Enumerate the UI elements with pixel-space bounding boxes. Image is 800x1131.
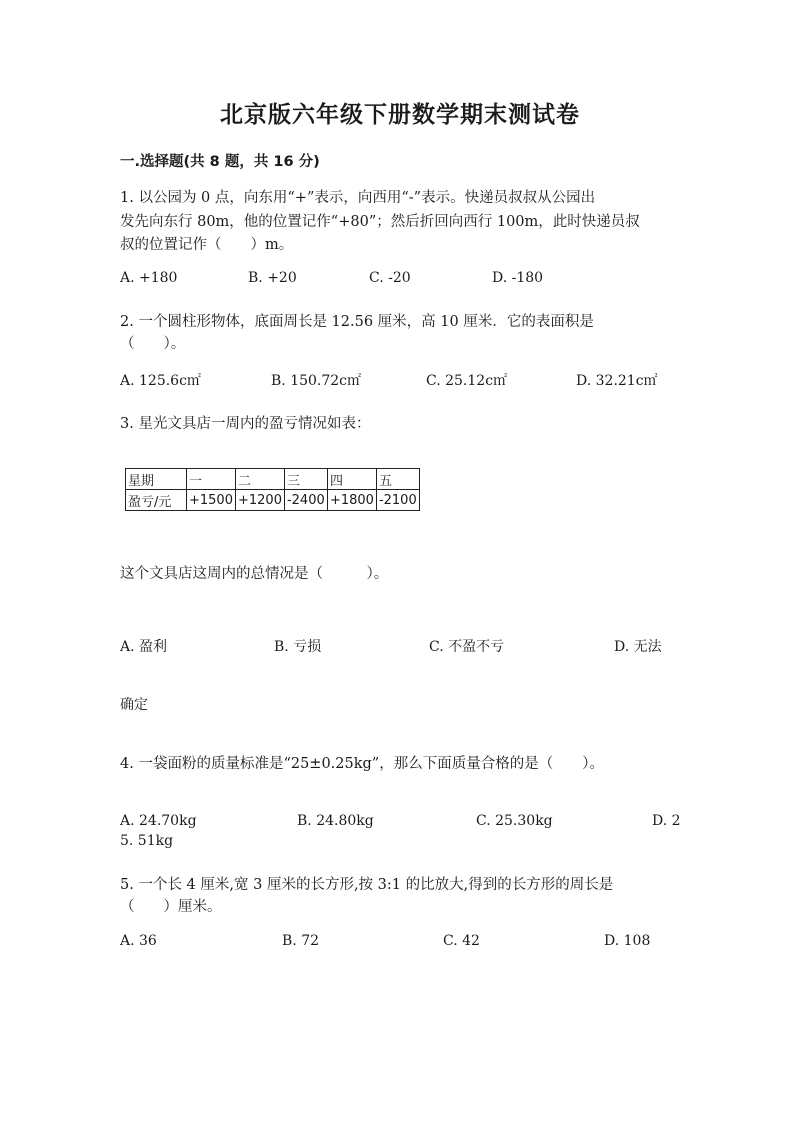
question-1-option-a: A. +180: [120, 270, 178, 286]
question-1-option-d: D. -180: [492, 270, 544, 286]
question-2-option-d: D. 32.21c㎡: [576, 373, 658, 389]
question-3-option-a: A. 盈利: [120, 639, 168, 655]
question-4-option-d: D. 2: [652, 813, 681, 829]
question-1-line-3: 叔的位置记作（ ）m。: [120, 237, 294, 253]
table-cell: 盈亏/元: [126, 490, 187, 511]
question-4-option-d-wrap: 5. 51kg: [120, 833, 174, 849]
question-1-line-2: 发先向东行 80m，他的位置记作“+80”；然后折回向西行 100m，此时快递员叔: [120, 214, 640, 230]
table-cell: 五: [376, 469, 419, 490]
table-cell: +1200: [235, 490, 284, 511]
table-cell: 一: [187, 469, 236, 490]
table-cell: -2400: [284, 490, 327, 511]
table-cell: +1800: [327, 490, 376, 511]
question-3-option-d: D. 无法: [614, 639, 662, 655]
question-3-question: 这个文具店这周内的总情况是（ ）。: [120, 566, 389, 582]
question-1-line-1: 1. 以公园为 0 点，向东用“+”表示，向西用“-”表示。快递员叔叔从公园出: [120, 190, 596, 206]
question-4-line: 4. 一袋面粉的质量标准是“25±0.25kg”，那么下面质量合格的是（ ）。: [120, 756, 604, 772]
question-5-option-a: A. 36: [120, 933, 157, 949]
table-header-row: [126, 469, 420, 490]
question-4-option-a: A. 24.70kg: [120, 813, 197, 829]
question-1-option-c: C. -20: [369, 270, 411, 286]
question-5-line-1: 5. 一个长 4 厘米,宽 3 厘米的长方形,按 3:1 的比放大,得到的长方形的周长是: [120, 877, 614, 893]
table-cell: 星期: [126, 469, 187, 490]
page-title: 北京版六年级下册数学期末测试卷: [220, 102, 580, 128]
question-3-intro: 3. 星光文具店一周内的盈亏情况如表：: [120, 416, 371, 432]
section-heading: 一.选择题(共 8 题，共 16 分): [120, 154, 320, 170]
question-5-option-c: C. 42: [443, 933, 480, 949]
question-2-line-2: （ ）。: [120, 336, 186, 352]
question-5-line-2: （ ）厘米。: [120, 899, 222, 915]
question-4-option-c: C. 25.30kg: [476, 813, 553, 829]
question-4-option-b: B. 24.80kg: [297, 813, 374, 829]
question-3-option-c: C. 不盈不亏: [429, 639, 505, 655]
table-cell: +1500: [187, 490, 236, 511]
question-3-option-d-wrap: 确定: [120, 697, 148, 713]
table-cell: 二: [235, 469, 284, 490]
question-5-option-d: D. 108: [604, 933, 651, 949]
question-2-line-1: 2. 一个圆柱形物体，底面周长是 12.56 厘米，高 10 厘米．它的表面积是: [120, 314, 594, 330]
table-cell: 三: [284, 469, 327, 490]
table-cell: 四: [327, 469, 376, 490]
question-1-option-b: B. +20: [248, 270, 297, 286]
question-2-option-c: C. 25.12c㎡: [426, 373, 508, 389]
table-cell: -2100: [376, 490, 419, 511]
question-2-option-a: A. 125.6c㎡: [120, 373, 201, 389]
table-row: [126, 490, 420, 511]
profit-loss-table: [125, 468, 420, 511]
question-5-option-b: B. 72: [282, 933, 320, 949]
question-2-option-b: B. 150.72c㎡: [271, 373, 362, 389]
question-3-option-b: B. 亏损: [274, 639, 322, 655]
